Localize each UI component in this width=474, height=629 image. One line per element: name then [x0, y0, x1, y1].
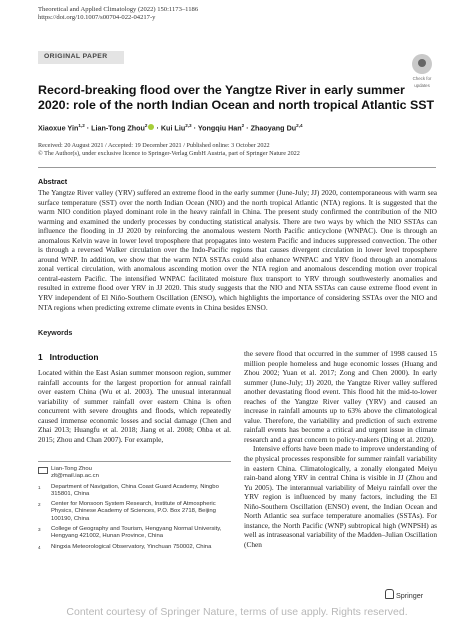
keywords-heading: Keywords [38, 328, 73, 337]
affiliation-number: 2 [38, 502, 41, 508]
paper-title: Record-breaking flood over the Yangtze River in early summer 2020: role of the north Indian Ocean and north tropical Atlantic SST [38, 83, 435, 112]
affiliation [38, 544, 231, 551]
section-number: 1 [38, 352, 43, 362]
publication-dates [38, 142, 300, 158]
author-name[interactable]: Kui Liu [160, 123, 186, 133]
crossmark-icon [412, 54, 432, 74]
affiliation-number: 4 [38, 544, 41, 550]
affiliation-text: College of Geography and Tourism, Hengyang Normal University, Hengyang 421002, Hunan Province, China [51, 526, 222, 540]
author-name[interactable]: Yongqiu Han [197, 123, 242, 133]
affiliation [38, 484, 231, 499]
intro-left-column [38, 368, 231, 444]
journal-header [38, 6, 198, 23]
crossmark-label-1: Check for [412, 76, 432, 81]
courtesy-notice: Content courtesy of Springer Nature, terms of use apply. Rights reserved. [66, 606, 408, 618]
crossmark-label-2: updates [414, 83, 430, 88]
section-title: Introduction [49, 352, 99, 362]
footnote-divider [38, 461, 231, 462]
springer-horse-icon [385, 589, 394, 599]
affiliation-number: 1 [38, 484, 41, 490]
intro-right-column [244, 349, 437, 549]
publisher-logo [385, 589, 423, 600]
author-name[interactable]: Lian-Tong Zhou [91, 123, 145, 133]
article-type-badge [38, 51, 124, 64]
section-heading [38, 352, 99, 362]
article-type-label: ORIGINAL PAPER [44, 53, 108, 60]
author-affiliation-sup: 2 [144, 123, 148, 128]
affiliation-text: Ningxia Meteorological Observatory, Yinchuan 750002, China [51, 543, 212, 550]
affiliation-text: Center for Monsoon System Research, Institute of Atmospheric Physics, Chinese Academy of Sciences, P.O. Box 2718, Beijing 100190, China [51, 501, 216, 522]
author-name[interactable]: Zhaoyang Du [250, 123, 297, 133]
copyright-line: © The Author(s), under exclusive licence to Springer-Verlag GmbH Austria, part of Springer Nature 2022 [38, 150, 300, 158]
abstract-text: The Yangtze River valley (YRV) suffered an extreme flood in the early summer (June-July; JJ) 2020, contemporaneous with warm sea surface temperature (SST) over the north Indian Ocean (NIO) and the north tropical Atlantic (NTA) regions. It is suggested that the warm NIO condition played dominant role in the heavy rainfall in China. The present study confirmed the contribution of the NIO warming and examined the underly processes by conducting statistical analysis. There are two ways by which the NIO SSTAs can influence the flooding in JJ 2020 by reinforcing the anomalous western North Pacific anticyclone (WNPAC). One is through an anomalous Kelvin wave in lower level troposphere that propagates into western Pacific and induces suppressed convection. The other is through a reversed Walker circulation over the Indo-Pacific regions that causes divergent circulation in lower level troposphere around WNP. In addition, we show that the warm NTA SSTAs could also enhance WNPAC and YRV flood through an anomalous zonal vertical circulation, with anomalous ascending motion over the NTA region and anomalous descending motion over tropical central-eastern Pacific. The intensified WNPAC facilitated moisture flux transport to YRV through southwesterly anomalies and resulted in extreme flood over YRV in JJ 2020. This study suggests that the NIO and NTA SSTAs can cause extreme flood event in YRV independent of El Niño-Southern Oscillation (ENSO), which highlights the importance of considering SSTAs over the NIO and NTA regions when predicting extreme climate events in China besides ENSO. [38, 188, 437, 312]
affiliation [38, 526, 231, 541]
author-affiliation-sup: 2 [241, 123, 245, 128]
author-name[interactable]: Xiaoxue Yin [38, 123, 79, 133]
affiliation-text: Department of Navigation, China Coast Guard Academy, Ningbo 315801, China [51, 483, 219, 497]
journal-citation: Theoretical and Applied Climatology (2022) 150:1173–1186 [38, 6, 199, 13]
intro-paragraph: Intensive efforts have been made to improve understanding of the physical processes responsible for summer rainfall variability in eastern China. Climatologically, a zonally elongated Meiyu rain-band along YRV in central China is visible in JJ (Zhou and Yu 2005). The interannual variability of Meiyu rainfall over the YRV region is influenced by many factors, including the El Niño-Southern Oscillation (ENSO) event, the Indian Ocean and North Atlantic sea surface temperature anomalies (SSTAs). For instance, the North Pacific (WNP) subtropical high (WNPSH) as well as intraseasonal variability of the Madden–Julian Oscillation (Chen [244, 444, 437, 549]
correspondence [38, 466, 231, 481]
corresponding-email[interactable]: zlt@mail.iap.ac.cn [51, 473, 99, 480]
envelope-icon [38, 467, 48, 474]
publisher-name: Springer [396, 591, 424, 600]
author-affiliation-sup: 2,4 [296, 123, 303, 128]
author-affiliation-sup: 2,3 [185, 123, 192, 128]
abstract-heading: Abstract [38, 177, 68, 186]
doi-link[interactable]: https://doi.org/10.1007/s00704-022-04217-y [38, 14, 156, 22]
author-affiliation-sup: 1,2 [78, 123, 85, 128]
footnotes [38, 466, 231, 554]
intro-paragraph: Located within the East Asian summer monsoon region, summer rainfall accounts for the largest proportion for annual rainfall over eastern China (Wu et al. 2003). The unusual interannual variability of summer rainfall over eastern China is often concurrent with severe droughts and floods, which repeatedly caused immense economic losses and social damage (Chen and Zhai 2013; Huangfu et al. 2018; Jiang et al. 2008; Ohba et al. 2015; Zhou and Chan 2007). For example, [38, 368, 231, 444]
affiliation [38, 501, 231, 523]
orcid-icon[interactable] [148, 124, 154, 130]
keywords [38, 328, 437, 338]
history-dates: Received: 20 August 2021 / Accepted: 19 December 2021 / Published online: 3 October 2022 [38, 142, 270, 149]
divider [38, 167, 436, 168]
author-list: Xiaoxue Yin$^{1,2}$ · Lian-Tong Zhou$^2$ · Kui Liu$^{2,3}$ · Yongqiu Han$^2$ · Zhaoyang Du$^{2,4}$ [38, 123, 303, 133]
corresponding-author: Lian-Tong Zhou [51, 466, 92, 472]
affiliation-number: 3 [38, 527, 41, 533]
intro-paragraph: the severe flood that occurred in the summer of 1998 caused 15 million people homeless and huge economic losses (Huang and Zhou 2002; Yuan et al. 2017; Zong and Chen 2000). In early summer (June-July; JJ) 2020, the Yangtze River valley suffered another devastating flood event. This flood hit the mid-to-lower reaches of the Yangtze River valley (YRV) and caused an increase in rainfall amounts up to 63% above the climatological value. Therefore, the variability and prediction of such extreme rainfall events has become a critical and urgent issue in climate research and a great concern to policy-makers (Ding et al. 2020). [244, 349, 437, 444]
